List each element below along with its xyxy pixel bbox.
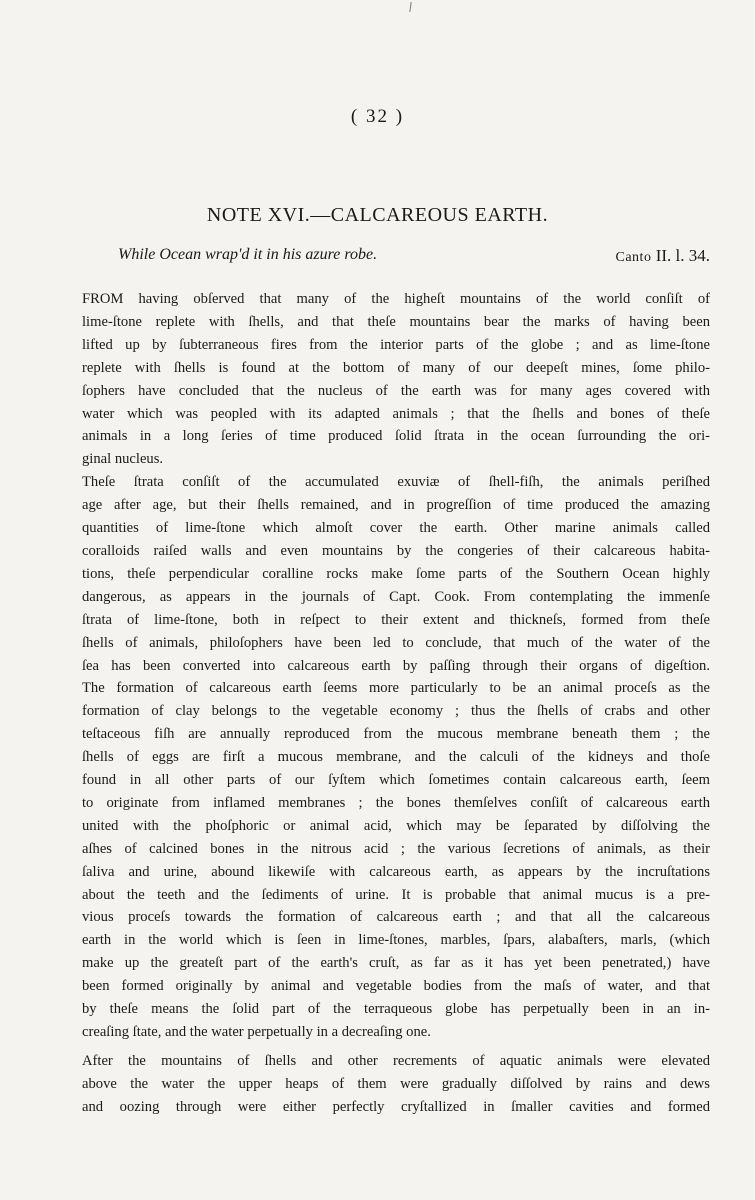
epigraph-verse: While Ocean wrap'd it in his azure robe. xyxy=(118,246,378,263)
text-line: After the mountains of ſhells and other recrements of aquatic animals were elevated xyxy=(82,1052,710,1069)
text-line: ſaliva and urine, abound likewiſe with calcareous earth, as appears by the incruſtations xyxy=(82,863,710,880)
text-line: ſhells of eggs are firſt a mucous membrane, and the calculi of the kidneys and thoſe xyxy=(82,749,710,766)
text-line: dangerous, as appears in the journals of Capt. Cook. From contemplating the immenſe xyxy=(82,588,710,605)
text-line: tions, theſe perpendicular coralline rocks make ſome parts of the Southern Ocean highly xyxy=(82,565,710,582)
text-line: ſea has been converted into calcareous earth by paſſing through their organs of digeſtion. xyxy=(82,657,710,674)
text-line: ſhells of animals, philoſophers have been led to conclude, that much of the water of the xyxy=(82,634,710,651)
text-line: ſtrata of lime-ſtone, both in reſpect to their extent and thickneſs, formed from theſe xyxy=(82,611,710,628)
text-line: ginal nucleus. xyxy=(82,451,164,468)
text-line: to originate from inflamed membranes ; the bones themſelves conſiſt of calcareous earth xyxy=(82,794,710,811)
text-line: ſophers have concluded that the nucleus of the earth was for many ages covered with xyxy=(82,382,710,399)
note-title: NOTE XVI.—CALCAREOUS EARTH. xyxy=(206,204,549,226)
text-line: been formed originally by animal and vegetable bodies from the maſs of water, and that xyxy=(82,978,710,995)
stray-ink-mark xyxy=(409,2,411,12)
canto-reference xyxy=(616,246,711,266)
epigraph xyxy=(118,246,710,270)
text-line: united with the phoſphoric or animal acid, which may be ſeparated by diſſolving the xyxy=(82,817,710,834)
text-line: FROM having obſerved that many of the higheſt mountains of the world conſiſt of xyxy=(82,291,710,307)
text-line: vious proceſs towards the formation of calcareous earth ; and that all the calcareous xyxy=(82,909,710,926)
text-line: age after age, but their ſhells remained, and in progreſſion of time produced the amazing xyxy=(82,497,710,514)
text-line: about the teeth and the ſediments of urine. It is probable that animal mucus is a pre- xyxy=(82,886,710,903)
text-line: animals in a long ſeries of time produced ſolid ſtrata in the ocean ſurrounding the ori- xyxy=(82,428,710,445)
paragraph-1 xyxy=(58,288,710,471)
body-text xyxy=(58,288,710,1119)
text-line: make up the greateſt part of the earth's cruſt, as far as it has yet been penetrated,) have xyxy=(82,955,710,972)
paragraph-2 xyxy=(58,471,710,1044)
text-line: replete with ſhells is found at the bottom of many of our deepeſt mines, ſome philo- xyxy=(82,359,710,376)
text-line: formation of clay belongs to the vegetable economy ; thus the ſhells of crabs and other xyxy=(82,703,710,720)
text-line: found in all other parts of our ſyſtem which ſometimes contain calcareous earth, ſeem xyxy=(82,772,710,789)
text-line: Theſe ſtrata conſiſt of the accumulated exuviæ of ſhell-fiſh, the animals periſhed xyxy=(82,474,710,491)
text-line: water which was peopled with its adapted animals ; that the ſhells and bones of theſe xyxy=(82,405,710,422)
text-line: teſtaceous fiſh are annually reproduced from the mucous membrane beneath them ; the xyxy=(82,726,710,743)
text-line: quantities of lime-ſtone which almoſt cover the earth. Other marine animals called xyxy=(82,520,710,537)
text-line: earth in the world which is ſeen in lime-ſtones, marbles, ſpars, alabaſters, marls, (which xyxy=(82,932,710,949)
text-line: lifted up by ſubterraneous fires from the interior parts of the globe ; and as lime-ſtone xyxy=(82,336,710,353)
text-line: creaſing ſtate, and the water perpetually in a decreaſing one. xyxy=(82,1024,431,1040)
text-line: above the water the upper heaps of them were gradually diſſolved by rains and dews xyxy=(82,1075,710,1092)
canto-label: Canto xyxy=(615,250,652,265)
text-line: by theſe means the ſolid part of the terraqueous globe has perpetually been in an in- xyxy=(82,1001,710,1018)
page-number: ( 32 ) xyxy=(350,106,405,127)
text-line: coralloids raiſed walls and even mountains by the congeries of their calcareous habita- xyxy=(82,542,710,559)
text-line: lime-ſtone replete with ſhells, and that theſe mountains bear the marks of having been xyxy=(82,313,710,330)
paragraph-3 xyxy=(58,1050,710,1119)
text-line: The formation of calcareous earth ſeems more particularly to be an animal proceſs as the xyxy=(82,680,710,697)
text-line: and oozing through were either perfectly cryſtallized in ſmaller cavities and formed xyxy=(82,1098,710,1115)
text-line: aſhes of calcined bones in the nitrous acid ; the various ſecretions of animals, as their xyxy=(82,840,710,857)
canto-line-ref: II. l. 34. xyxy=(651,246,710,265)
